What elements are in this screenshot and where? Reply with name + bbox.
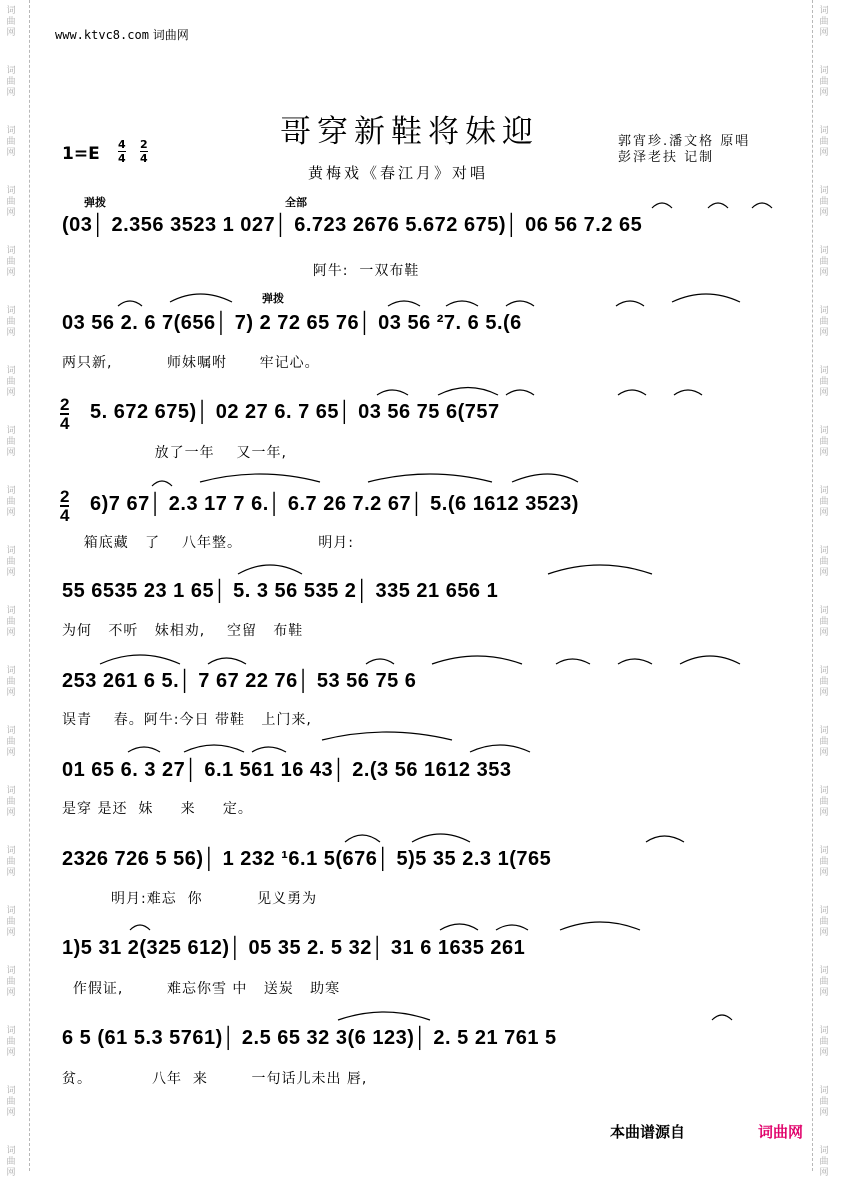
slur [556, 659, 590, 664]
slur [446, 301, 478, 306]
slur [208, 658, 246, 664]
watermark-text: 词 曲 网 [6, 666, 16, 698]
timesig-denominator: 4 [60, 506, 70, 525]
score-row-6-lyrics: 误青 春。阿牛:今日 带鞋 上门来, [62, 712, 312, 728]
left-watermark-strip [0, 0, 30, 1178]
watermark-text: 词 曲 网 [819, 606, 829, 638]
slur [128, 747, 160, 752]
slur [548, 565, 652, 574]
watermark-text: 词 曲 网 [6, 246, 16, 278]
slur [100, 655, 180, 664]
song-title: 哥穿新鞋将妹迎 [280, 114, 539, 150]
slur [388, 301, 420, 306]
watermark-text: 词 曲 网 [6, 786, 16, 818]
score-row-4-lyrics: 箱底藏 了 八年整。 明月: [62, 535, 354, 551]
score-row-1-lyrics: 阿牛: 一双布鞋 [62, 263, 420, 279]
slur [118, 301, 142, 306]
slur [752, 203, 772, 208]
watermark-text: 词 曲 网 [819, 126, 829, 158]
watermark-text: 词 曲 网 [6, 1086, 16, 1118]
meter-two-four [140, 138, 148, 165]
slur [496, 925, 528, 930]
watermark-text: 词 曲 网 [819, 486, 829, 518]
meter-b-denominator: 4 [140, 152, 148, 165]
time-signature-row3 [60, 396, 69, 432]
slur [412, 834, 470, 842]
slur [672, 294, 740, 302]
slur [152, 481, 172, 486]
slur [130, 925, 150, 930]
score-row-2-notes: 03 56 2. 6 7(656│ 7) 2 72 65 76│ 03 56 ²7. 6 5.(6 [62, 312, 522, 334]
watermark-text: 词 曲 网 [6, 966, 16, 998]
watermark-text: 词 曲 网 [819, 666, 829, 698]
meter-four-four [118, 138, 126, 165]
slur [377, 390, 408, 395]
score-row-10-notes: 6 5 (61 5.3 5761)│ 2.5 65 32 3(6 123)│ 2. 5 21 761 5 [62, 1027, 557, 1049]
watermark-text: 词 曲 网 [6, 126, 16, 158]
site-name[interactable]: 词曲网 [152, 28, 189, 42]
watermark-text: 词 曲 网 [6, 606, 16, 638]
slur [170, 294, 232, 302]
score-row-5-lyrics: 为何 不听 妹相劝, 空留 布鞋 [62, 623, 304, 639]
watermark-text: 词 曲 网 [819, 966, 829, 998]
watermark-text: 词 曲 网 [819, 306, 829, 338]
mark-quanbu: 全部 [285, 196, 307, 209]
watermark-text: 词 曲 网 [6, 726, 16, 758]
watermark-text: 词 曲 网 [6, 66, 16, 98]
score-row-7-notes: 01 65 6. 3 27│ 6.1 561 16 43│ 2.(3 56 1612 353 [62, 759, 512, 781]
timesig-numerator: 2 [60, 395, 70, 414]
site-url[interactable]: www.ktvc8.com [55, 28, 149, 42]
watermark-text: 词 曲 网 [819, 1026, 829, 1058]
slur [470, 745, 530, 752]
slur [184, 745, 244, 752]
slur [252, 747, 286, 752]
slur [512, 474, 578, 482]
score-row-9-lyrics: 作假证, 难忘你雪 中 送炭 助寒 [62, 981, 341, 997]
slur [506, 301, 534, 306]
meter-a-denominator: 4 [118, 152, 126, 165]
watermark-text: 词 曲 网 [819, 786, 829, 818]
watermark-text: 词 曲 网 [819, 66, 829, 98]
site-header [55, 26, 189, 43]
watermark-text: 词 曲 网 [819, 1146, 829, 1178]
slur [368, 474, 492, 482]
mark-tanbo: 弹拨 [84, 196, 106, 209]
watermark-text: 词 曲 网 [6, 546, 16, 578]
watermark-text: 词 曲 网 [819, 186, 829, 218]
slur [618, 390, 646, 395]
slur [652, 203, 672, 208]
meter-b-numerator: 2 [140, 138, 148, 151]
slur [338, 1012, 430, 1020]
watermark-text: 词 曲 网 [6, 846, 16, 878]
watermark-text: 词 曲 网 [819, 906, 829, 938]
slur [680, 656, 740, 664]
slur [618, 659, 652, 664]
score-row-3-lyrics: 放了一年 又一年, [62, 445, 287, 461]
watermark-text: 词 曲 网 [819, 546, 829, 578]
footer-brand-link[interactable]: 词曲网 [758, 1123, 804, 1141]
slur [322, 732, 452, 740]
timesig-denominator: 4 [60, 414, 70, 433]
watermark-text: 词 曲 网 [6, 426, 16, 458]
score-row-2-lyrics: 两只新, 师妹嘱咐 牢记心。 [62, 355, 320, 371]
watermark-text: 词 曲 网 [819, 426, 829, 458]
watermark-text: 词 曲 网 [6, 1146, 16, 1178]
score-row-4-notes: 6)7 67│ 2.3 17 7 6.│ 6.7 26 7.2 67│ 5.(6 1612 3523) [90, 493, 579, 515]
watermark-text: 词 曲 网 [819, 726, 829, 758]
watermark-text: 词 曲 网 [6, 366, 16, 398]
slur [440, 924, 478, 930]
timesig-numerator: 2 [60, 487, 70, 506]
score-row-3-notes: 5. 672 675)│ 02 27 6. 7 65│ 03 56 75 6(757 [90, 401, 500, 423]
slur [646, 836, 684, 842]
watermark-text: 词 曲 网 [6, 906, 16, 938]
slur [432, 656, 522, 664]
slur [200, 474, 320, 482]
score-row-9-notes: 1)5 31 2(325 612)│ 05 35 2. 5 32│ 31 6 1635 261 [62, 937, 526, 959]
credits [618, 134, 750, 166]
watermark-text: 词 曲 网 [6, 186, 16, 218]
watermark-text: 词 曲 网 [6, 486, 16, 518]
slur [345, 835, 380, 842]
score-row-1-notes: (03│ 2.356 3523 1 027│ 6.723 2676 5.672 675)│ 06 56 7.2 65 [62, 214, 643, 236]
slur [506, 390, 534, 395]
meter-a-numerator: 4 [118, 138, 126, 151]
watermark-text: 词 曲 网 [6, 1026, 16, 1058]
watermark-text: 词 曲 网 [819, 1086, 829, 1118]
score-row-8-notes: 2326 726 5 56)│ 1 232 ¹6.1 5(676│ 5)5 35 2.3 1(765 [62, 848, 552, 870]
score-row-7-lyrics: 是穿 是还 妹 来 定。 [62, 801, 253, 817]
time-signature-row4 [60, 488, 69, 524]
credits-transcriber: 彭泽老扶 记制 [618, 150, 715, 165]
song-subtitle: 黄梅戏《春江月》对唱 [308, 164, 489, 182]
score-row-6-notes: 253 261 6 5.│ 7 67 22 76│ 53 56 75 6 [62, 670, 417, 692]
watermark-text: 词 曲 网 [819, 246, 829, 278]
watermark-text: 词 曲 网 [819, 6, 829, 38]
slur [708, 203, 728, 208]
watermark-text: 词 曲 网 [819, 366, 829, 398]
key-signature: 1=E [62, 144, 100, 164]
watermark-text: 词 曲 网 [819, 846, 829, 878]
score-row-5-notes: 55 6535 23 1 65│ 5. 3 56 535 2│ 335 21 656 1 [62, 580, 499, 602]
watermark-text: 词 曲 网 [6, 306, 16, 338]
credits-singers: 郭宵珍.潘文格 原唱 [618, 134, 751, 149]
slur [712, 1015, 732, 1020]
slur [366, 659, 394, 664]
slur [238, 565, 302, 574]
mark-tanbo-2: 弹拨 [262, 292, 284, 305]
right-watermark-strip [812, 0, 842, 1178]
score-row-10-lyrics: 贫。 八年 来 一句话儿未出 唇, [62, 1071, 368, 1087]
score-row-8-lyrics: 明月:难忘 你 见义勇为 [62, 891, 318, 907]
slur [438, 388, 498, 396]
slur [560, 922, 640, 930]
slur [674, 390, 702, 395]
footer-source-label: 本曲谱源自 [610, 1123, 686, 1141]
slur [616, 301, 644, 306]
watermark-text: 词 曲 网 [6, 6, 16, 38]
